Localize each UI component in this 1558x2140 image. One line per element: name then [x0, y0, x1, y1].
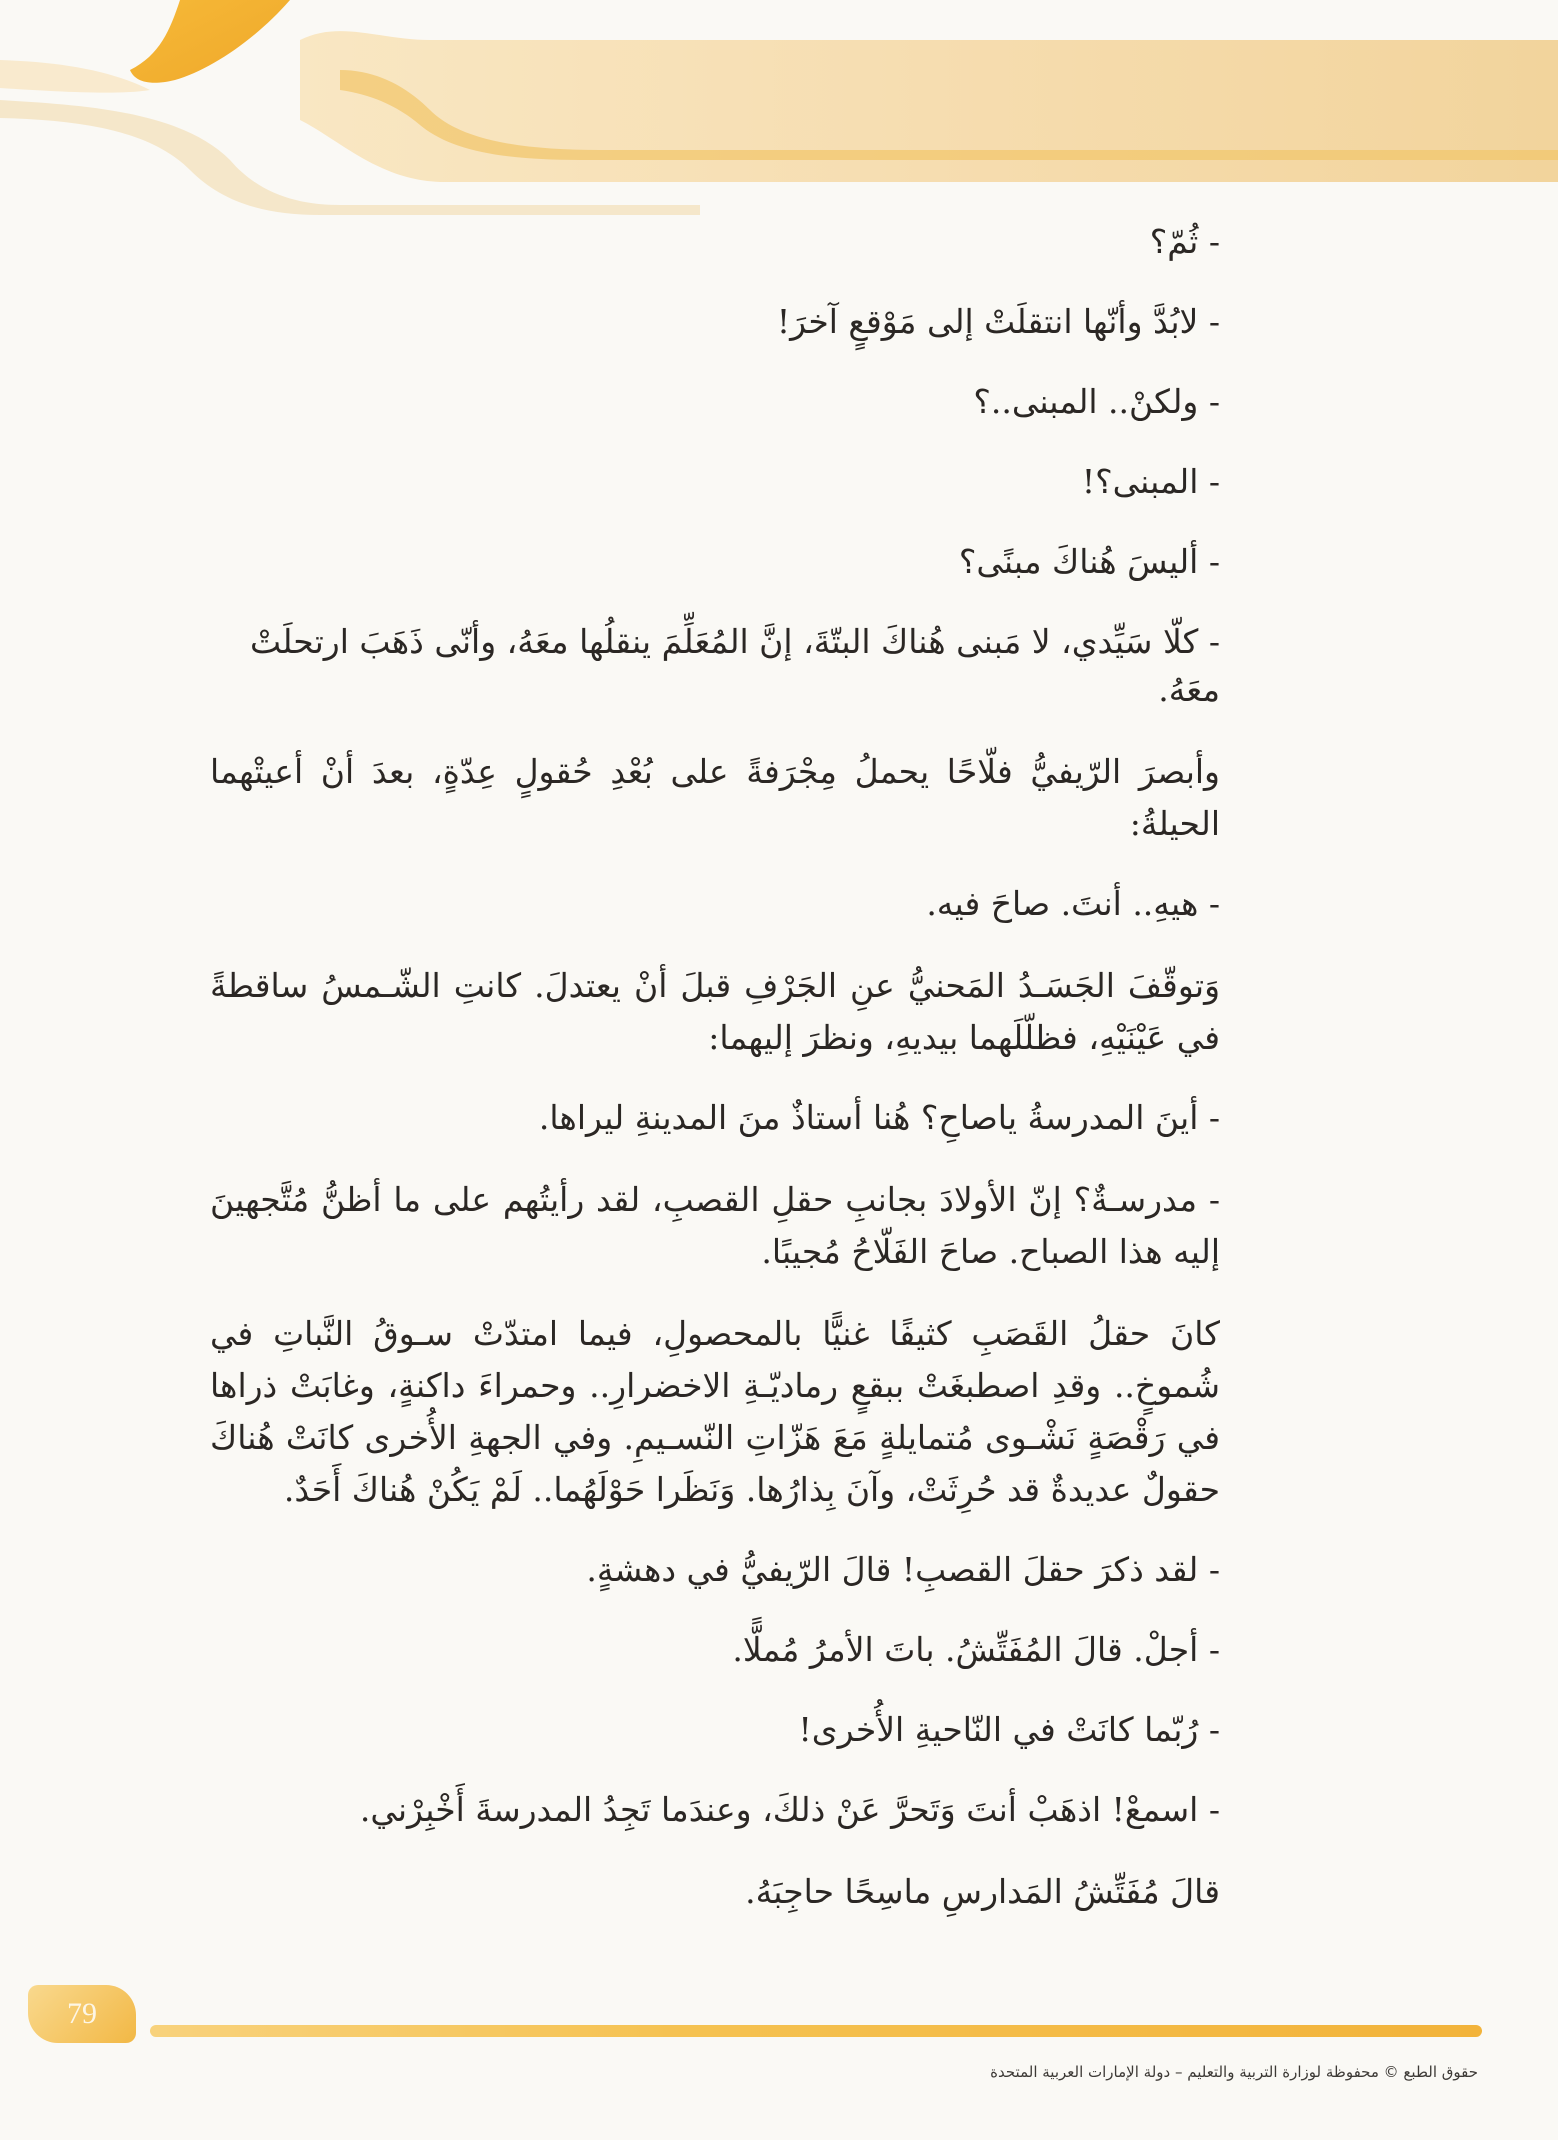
narration-paragraph: كانَ حقلُ القَصَبِ كثيفًا غنيًّا بالمحصولِ، فيما امتدّتْ سـوقُ النَّباتِ في شُموخٍ.. وقدِ اصطبغَتْ ببقعٍ رماديّـةِ الاخضرارِ.. وحمراءَ داكنةٍ، وغابَتْ ذراها في رَقْصَةٍ نَشْـوى مُتمايلةٍ مَعَ هَزّاتِ النّسـيمِ. وفي الجهةِ الأُخرى كانَتْ هُناكَ حقولٌ عديدةٌ قد حُرِثَتْ، وآنَ بِذارُها. وَنَظَرا حَوْلَهُما.. لَمْ يَكُنْ هُناكَ أَحَدٌ. [210, 1314, 1220, 1509]
story-text [210, 218, 1220, 1948]
dialogue-line: - لقد ذكرَ حقلَ القصبِ! قالَ الرّيفيُّ في دهشةٍ. [586, 1550, 1220, 1589]
dialogue-line: - اسمعْ! اذهَبْ أنتَ وَتَحرَّ عَنْ ذلكَ، وعندَما تَجِدُ المدرسةَ أَخْبِرْني. [359, 1790, 1220, 1829]
dialogue-line: - أجلْ. قالَ المُفَتِّشُ. باتَ الأمرُ مُملًّا. [732, 1630, 1220, 1669]
narration-paragraph: وأبصرَ الرّيفيُّ فلّاحًا يحملُ مِجْرَفةً على بُعْدِ حُقولٍ عِدّةٍ، بعدَ أنْ أعيتْهما الحيلةُ: [210, 752, 1220, 843]
dialogue-line: - ثُمّ؟ [1149, 222, 1220, 261]
dialogue-line: - كلّا سَيِّدي، لا مَبنى هُناكَ البتّةَ، إنَّ المُعَلِّمَ ينقلُها معَهُ، وأنّى ذَهَبَ ارتحلَتْ معَهُ. [249, 622, 1220, 709]
dialogue-line: - لابُدَّ وأنّها انتقلَتْ إلى مَوْقعٍ آخرَ! [776, 302, 1220, 341]
header-decoration [0, 0, 1558, 230]
dialogue-line: - هيهِ.. أنتَ. صاحَ فيه. [926, 884, 1220, 923]
dialogue-line: - رُبّما كانَتْ في النّاحيةِ الأُخرى! [798, 1710, 1220, 1749]
narration-paragraph: قالَ مُفَتِّشُ المَدارسِ ماسِحًا حاجِبَهُ. [745, 1872, 1220, 1911]
dialogue-line: - المبنى؟! [1081, 462, 1220, 501]
footer-divider [150, 2025, 1482, 2037]
page-number-badge [28, 1985, 136, 2043]
dialogue-line: - أليسَ هُناكَ مبنًى؟ [958, 542, 1220, 581]
dialogue-line: - مدرسـةٌ؟ إنّ الأولادَ بجانبِ حقلِ القصبِ، لقد رأيتُهم على ما أظنُّ مُتَّجهينَ إليه هذا الصباح. صاحَ الفَلّاحُ مُجيبًا. [210, 1180, 1220, 1271]
copyright-notice: حقوق الطبع © محفوظة لوزارة التربية والتعليم – دولة الإمارات العربية المتحدة [990, 2063, 1478, 2081]
page-number: 79 [67, 1997, 97, 2030]
dialogue-line: - ولكنْ.. المبنى..؟ [973, 382, 1220, 421]
narration-paragraph: وَتوقّفَ الجَسَـدُ المَحنيُّ عنِ الجَرْفِ قبلَ أنْ يعتدلَ. كانتِ الشّـمسُ ساقطةً في عَيْنَيْهِ، فظلّلَهما بيديهِ، ونظرَ إليهما: [210, 966, 1220, 1057]
dialogue-line: - أينَ المدرسةُ ياصاحِ؟ هُنا أستاذٌ منَ المدينةِ ليراها. [538, 1098, 1220, 1137]
